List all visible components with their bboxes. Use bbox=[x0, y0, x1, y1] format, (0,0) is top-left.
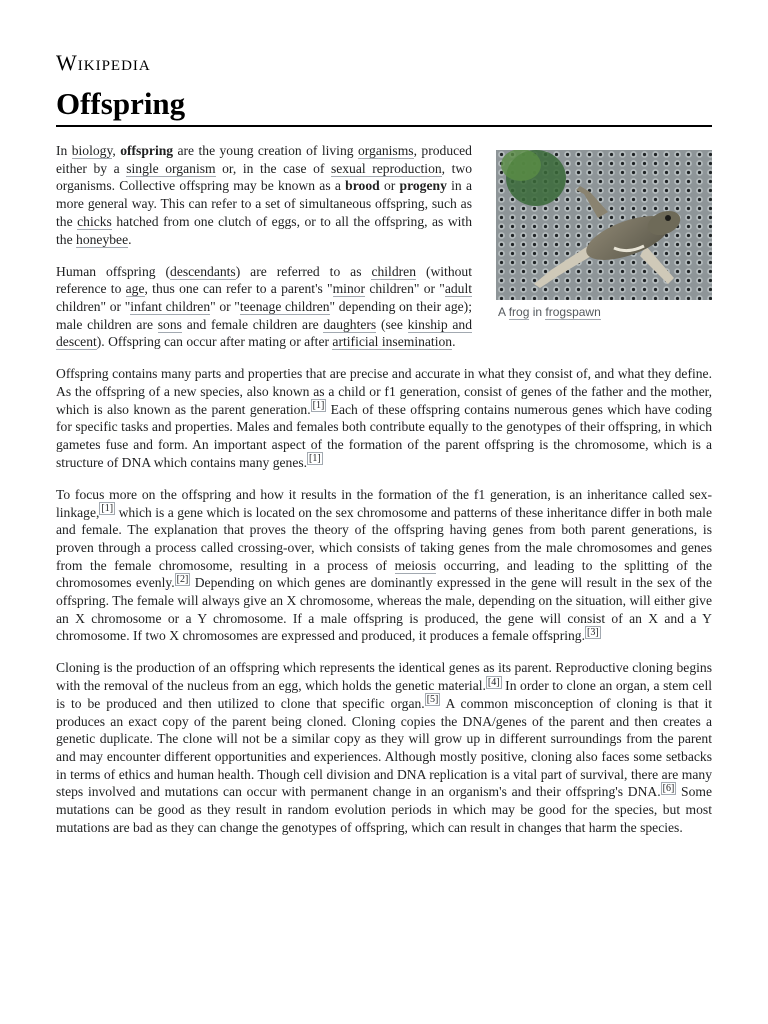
text: hatched from one clutch of eggs, or to all the offspring, as with the bbox=[56, 213, 472, 247]
text: " or " bbox=[210, 298, 240, 314]
text: Human offspring ( bbox=[56, 263, 171, 279]
figure-thumbnail bbox=[496, 150, 712, 320]
link-single-organism[interactable]: single organism bbox=[126, 160, 216, 176]
text: ) are referred to as bbox=[235, 263, 372, 279]
link-sons[interactable]: sons bbox=[157, 316, 182, 332]
text: . bbox=[128, 231, 132, 247]
link-minor[interactable]: minor bbox=[332, 281, 366, 297]
citation-1[interactable]: [1] bbox=[309, 453, 321, 465]
text: In bbox=[56, 143, 72, 158]
citation-1[interactable]: [1] bbox=[101, 503, 114, 515]
text: or bbox=[379, 178, 400, 194]
text: which is a gene which is located on the sex chromosome and patterns of these inheritance differ in both male and female. The explanation that proves the theory of the offspring having genes from both parent generations, is proven through a process called crossing-over, which consists of taking genes from the male chromosomes and genes from the female chromosome, resulting in a process of bbox=[56, 504, 712, 573]
figure-caption bbox=[496, 304, 712, 320]
link-descendants[interactable]: descendants bbox=[170, 263, 236, 279]
text: and female children are bbox=[181, 316, 324, 332]
text: Cloning is the production of an offspring which represents the identical genes as its parent. Reproductive cloning begins with the removal of the nucleus from an egg, which holds the genetic material. bbox=[56, 660, 712, 694]
caption-text: A bbox=[498, 305, 509, 319]
text: . bbox=[452, 334, 456, 350]
text: children" or " bbox=[56, 298, 131, 314]
text: Some mutations can be good as they result in random evolution periods in which may be good for the species, but most mutations are bad as they can change the genotypes of offspring, which can result in changes that harm the species. bbox=[56, 784, 712, 835]
text: , two organisms. Collective offspring may be known as a bbox=[56, 160, 473, 194]
citation-5[interactable]: [5] bbox=[426, 694, 439, 706]
caption-text: in bbox=[529, 305, 546, 319]
text: (without reference to bbox=[56, 263, 473, 297]
link-kinship-and-descent[interactable]: kinship and descent bbox=[56, 316, 472, 350]
citation-6[interactable]: [6] bbox=[662, 782, 675, 794]
paragraph-sex-linkage bbox=[56, 486, 712, 645]
page-title: Offspring bbox=[56, 84, 712, 127]
text: Each of these offspring contains numerous genes which have coding for specific tasks and properties. Males and females both contribute equally to the genotypes of their offspring, in which gametes fuse and form. An important aspect of the formation of the parent offspring is the chromosome, which is a structure of DNA which contains many genes. bbox=[56, 401, 712, 470]
text: Depending on which genes are dominantly expressed in the gene will result in the sex of the offspring. The female will always give an X chromosome, whereas the male, depending on the situation, will either give an X chromosome or a Y chromosome. If a male offspring is produced, the gene will consist of an X and a Y chromosome. If two X chromosomes are expressed and produced, it produces a female offspring. bbox=[56, 575, 712, 644]
link-honeybee[interactable]: honeybee bbox=[76, 231, 129, 247]
citation-2[interactable]: [2] bbox=[176, 573, 189, 585]
bold-offspring: offspring bbox=[120, 143, 174, 158]
text: A common misconception of cloning is that it produces an exact copy of the parent being cloned. Cloning copies the DNA/genes of the parent and then creates a genetic duplicate. The clone will not be a similar copy as they will grow up in different surroundings from the parent and may encounter different opportunities and experiences. Although mostly positive, cloning also faces some setbacks in terms of ethics and human health. Though cell division and DNA replication is a vital part of survival, there are many steps involved and mutations can occur with permanent change in an organism's and their offspring's DNA. bbox=[56, 695, 712, 800]
citation-1[interactable]: [1] bbox=[312, 400, 325, 412]
text: " depending on their age); male children are bbox=[56, 298, 472, 332]
link-frogspawn[interactable]: frogspawn bbox=[545, 305, 601, 319]
link-meiosis[interactable]: meiosis bbox=[394, 557, 437, 573]
citation-3[interactable]: [3] bbox=[587, 626, 599, 638]
paragraph-cloning bbox=[56, 659, 712, 836]
link-frog[interactable]: frog bbox=[508, 305, 530, 319]
wikipedia-logo[interactable] bbox=[56, 50, 151, 76]
frog-in-frogspawn-image[interactable] bbox=[496, 150, 712, 300]
link-biology[interactable]: biology bbox=[71, 143, 113, 158]
text: in a more general way. This can refer to a set of simultaneous offspring, such as the bbox=[56, 178, 473, 229]
text: or, in the case of bbox=[215, 160, 331, 176]
link-chicks[interactable]: chicks bbox=[77, 213, 112, 229]
text: Offspring contains many parts and properties that are precise and accurate in what they consist of, and what they define. As the offspring of a new species, also known as a child or f1 generation, consist of genes of the father and the mother, which is also known as the parent generation. bbox=[56, 366, 712, 417]
link-teenage-children[interactable]: teenage children bbox=[239, 298, 330, 314]
article-body bbox=[56, 142, 712, 851]
link-children[interactable]: children bbox=[371, 263, 416, 279]
link-daughters[interactable]: daughters bbox=[323, 316, 377, 332]
text: , bbox=[112, 143, 121, 158]
link-sexual-reproduction[interactable]: sexual reproduction bbox=[330, 160, 442, 176]
text: are the young creation of living bbox=[173, 143, 358, 158]
text: , thus one can refer to a parent's " bbox=[144, 281, 333, 297]
bold-brood: brood bbox=[345, 178, 380, 194]
text: , produced either by a bbox=[56, 143, 472, 176]
text: occurring, and leading to the splitting of the chromosomes evenly. bbox=[56, 557, 712, 591]
link-adult[interactable]: adult bbox=[444, 281, 473, 297]
link-infant-children[interactable]: infant children bbox=[130, 298, 211, 314]
paragraph-genetics bbox=[56, 365, 712, 471]
text: To focus more on the offspring and how it results in the formation of the f1 generation, is an inheritance called sex-linkage, bbox=[56, 486, 712, 520]
link-artificial-insemination[interactable]: artificial insemination bbox=[332, 334, 453, 350]
text: (see bbox=[376, 316, 408, 332]
bold-progeny: progeny bbox=[399, 178, 447, 194]
text: In order to clone an organ, a stem cell is to be produced and then utilized to clone that specific organ. bbox=[56, 678, 712, 711]
text: ). Offspring can occur after mating or after bbox=[96, 334, 333, 350]
text: children" or " bbox=[365, 281, 445, 297]
link-age[interactable]: age bbox=[125, 281, 145, 297]
logo-wordmark: Wikipedia bbox=[56, 50, 151, 75]
citation-4[interactable]: [4] bbox=[487, 676, 500, 688]
link-organisms[interactable]: organisms bbox=[357, 143, 414, 158]
